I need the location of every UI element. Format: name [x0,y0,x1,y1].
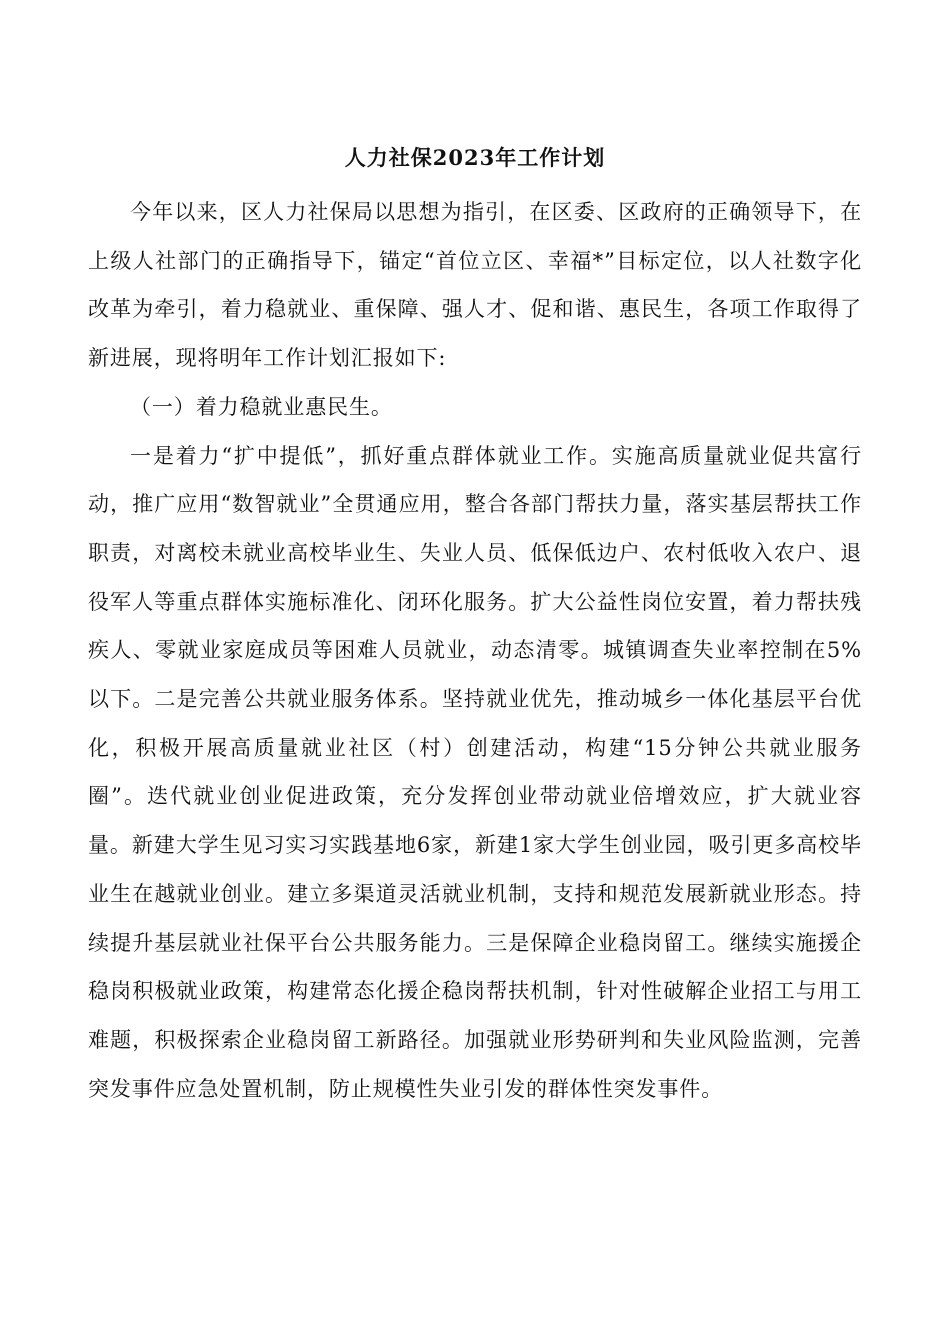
document-title: 人力社保2023年工作计划 [344,145,606,170]
document-page [88,138,862,1113]
intro-paragraph: 今年以来，区人力社保局以思想为指引，在区委、区政府的正确领导下，在上级人社部门的正确指导下，锚定“首位立区、幸福*”目标定位，以人社数字化改革为牵引，着力稳就业、重保障、强人才、促和谐、惠民生，各项工作取得了新进展，现将明年工作计划汇报如下: [88,200,862,371]
section-heading: （一）着力稳就业惠民生。 [130,394,393,419]
body-paragraph: 一是着力“扩中提低”，抓好重点群体就业工作。实施高质量就业促共富行动，推广应用“数智就业”全贯通应用，整合各部门帮扶力量，落实基层帮扶工作职责，对离校未就业高校毕业生、失业人员、低保低边户、农村低收入农户、退役军人等重点群体实施标准化、闭环化服务。扩大公益性岗位安置，着力帮扶残疾人、零就业家庭成员等困难人员就业，动态清零。城镇调查失业率控制在5%以下。二是完善公共就业服务体系。坚持就业优先，推动城乡一体化基层平台优化，积极开展高质量就业社区（村）创建活动，构建“15分钟公共就业服务圈”。迭代就业创业促进政策，充分发挥创业带动就业倍增效应，扩大就业容量。新建大学生见习实习实践基地6家，新建1家大学生创业园，吸引更多高校毕业生在越就业创业。建立多渠道灵活就业机制，支持和规范发展新就业形态。持续提升基层就业社保平台公共服务能力。三是保障企业稳岗留工。继续实施援企稳岗积极就业政策，构建常态化援企稳岗帮扶机制，针对性破解企业招工与用工难题，积极探索企业稳岗留工新路径。加强就业形势研判和失业风险监测，完善突发事件应急处置机制，防止规模性失业引发的群体性突发事件。 [88,443,862,1101]
